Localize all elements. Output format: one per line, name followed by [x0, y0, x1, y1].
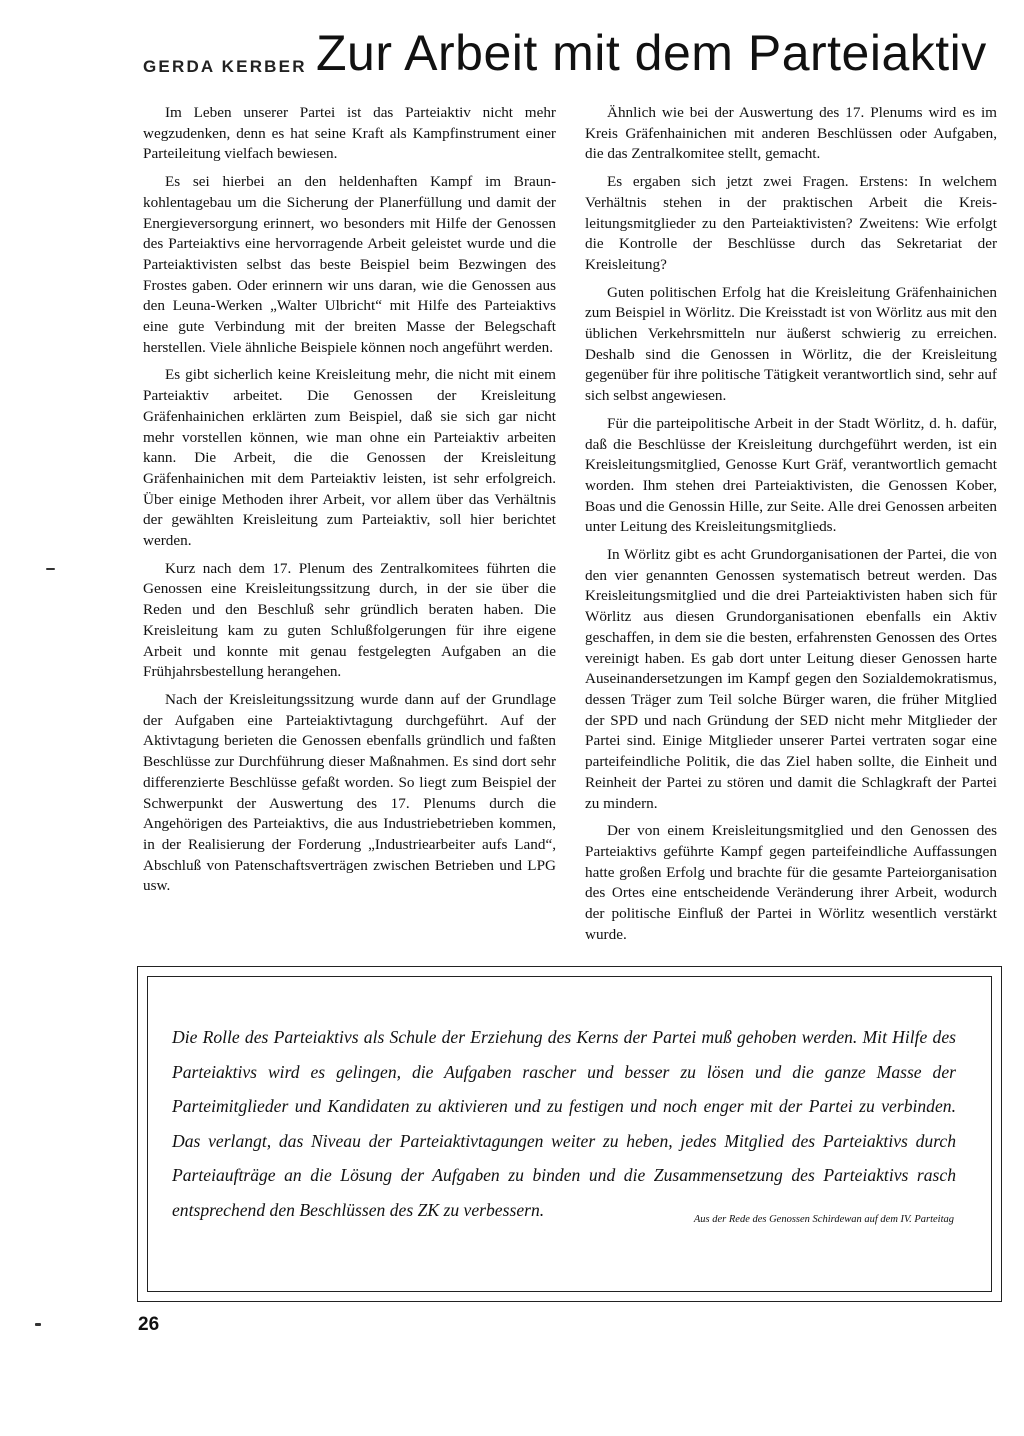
left-column	[143, 103, 556, 904]
article-title: Zur Arbeit mit dem Parteiaktiv	[316, 25, 987, 81]
paragraph: Ähnlich wie bei der Auswertung des 17. Plenums wird es im Kreis Gräfenhainichen mit anderen Beschlüssen oder Aufgaben, die das Zentralkomitee stellt, gemacht.	[585, 104, 997, 163]
paragraph: Der von einem Kreisleitungsmitglied und den Genossen des Parteiaktivs geführte Kampf gegen parteifeindliche Auffassungen hatte großen Erfolg und brachte für die gesamte Parteiorganisation des Ortes eine entscheidende Veränderung ihrer Arbeit, wodurch der politische Einfluß der Partei in Wörlitz wesentlich verstärkt wurde.	[585, 822, 997, 943]
quote-source: Aus der Rede des Genossen Schirdewan auf dem IV. Parteitag	[693, 1214, 954, 1225]
paragraph: Es sei hierbei an den heldenhaften Kampf im Braunkohlentagebau um die Sicherung der Planerfüllung und damit der Energieversorgung erinnert, wo besonders mit Hilfe der Genossen des Parteiaktivs eine hervorragende Arbeit geleistet wurde und die Parteiaktivisten selbst das beste Beispiel beim Bezwingen des Frostes gaben. Oder erinnern wir uns daran, wie die Genossen aus den Leuna-Werken „Walter Ulbricht“ mit Hilfe des Parteiaktivs eine gute Verbindung mit der breiten Masse der Belegschaft herstellen. Viele ähnliche Beispiele können noch angeführt werden.	[143, 173, 556, 356]
paragraph: Für die parteipolitische Arbeit in der Stadt Wörlitz, d. h. dafür, daß die Beschlüsse der Kreisleitung durchgeführt werden, ist ein Kreisleitungsmitglied, Genosse Kurt Gräf, verantwortlich gemacht worden. Ihm stehen drei Parteiaktivisten, die Genossen Kober, Boas und die Genossin Hille, zur Seite. Alle drei Genossen arbeiten unter Leitung des Kreisleitungsmitglieds.	[585, 414, 997, 536]
article-author: GERDA KERBER	[143, 57, 307, 76]
paragraph: Im Leben unserer Partei ist das Parteiaktiv nicht mehr wegzudenken, denn es hat seine Kraft als Kampfinstrument einer Parteileitung vielfach bewiesen.	[143, 104, 556, 163]
quote-text: Die Rolle des Parteiaktivs als Schule der Erziehung des Kerns der Partei muß gehoben werden. Mit Hilfe des Parteiaktivs wird es gelingen, die Aufgaben rascher und besser zu lösen und die ganze Masse der Parteimitglieder und Kandidaten zu aktivieren und zu festigen und noch enger mit der Partei zu verbinden. Das verlangt, das Niveau der Parteiaktivtagungen weiter zu heben, jedes Mitglied des Parteiaktivs durch Parteiaufträge an die Lösung der Aufgaben zu binden und die Zusammensetzung des Parteiaktivs rasch entsprechend den Beschlüssen des ZK zu verbessern.	[172, 1027, 956, 1220]
paragraph: Guten politischen Erfolg hat die Kreisleitung Gräfenhainichen zum Beispiel in Wörlitz. Die Kreisstadt ist von Wörlitz aus mit den üblichen Verkehrsmitteln nur äußerst schwierig zu erreichen. Deshalb sind die Genossen in Wörlitz, die der Kreisleitung gegenüber für ihre politische Tätigkeit verantwortlich sind, sehr auf sich selbst angewiesen.	[585, 283, 997, 405]
paragraph: Nach der Kreisleitungssitzung wurde dann auf der Grundlage der Aufgaben eine Parteiaktivtagung durchgeführt. Auf der Aktivtagung berieten die Genossen ebenfalls gründlich und faßten Beschlüsse zur Durchführung dieser Maßnahmen. Es sind dort sehr differenzierte Beschlüsse gefaßt worden. So liegt zum Beispiel der Schwerpunkt der Auswertung des 17. Plenums durch die Angehörigen des Parteiaktivs, die aus Industriebetrieben kommen, in der Realisierung der Forderung „Industriearbeiter aufs Land“, Abschluß von Patenschaftsverträgen zwischen Betrieben und LPG usw.	[143, 690, 556, 895]
scan-mark-margin	[46, 568, 55, 570]
scan-mark-corner	[35, 1323, 41, 1326]
paragraph: Kurz nach dem 17. Plenum des Zentralkomitees führten die Genossen eine Kreisleitungssitzung durch, in der sie über die Reden und den Beschluß sehr gründlich beraten haben. Die Kreisleitung kam zu guten Schlußfolgerungen für ihre eigene Arbeit und konnte mit genau festgelegten Aufgaben an die Frühjahrsbestellung herangehen.	[143, 559, 556, 681]
page-number: 26	[138, 1314, 160, 1335]
paragraph: Es ergaben sich jetzt zwei Fragen. Erstens: In welchem Verhältnis stehen in der praktischen Arbeit die Kreisleitungsmitglieder zu den Parteiaktivisten? Zweitens: Wie erfolgt die Kontrolle der Beschlüsse durch das Sekretariat der Kreisleitung?	[585, 173, 997, 273]
paragraph: In Wörlitz gibt es acht Grundorganisationen der Partei, die von den vier genannten Genossen systematisch betreut werden. Das Kreisleitungsmitglied und die drei Parteiaktivisten haben sich für Wörlitz aus diesen Grundorganisationen ebenfalls ein Aktiv geschaffen, in dem sie die besten, erfahrensten Genossen des Ortes vereinigt haben. Es gab dort unter Leitung dieser Genossen harte Auseinandersetzungen im Kampf gegen den Sozialdemokratismus, dessen Träger zum Teil solche Bürger waren, die früher Mitglied der SPD und nach Gründung der SED nicht mehr Mitglieder der Partei sind. Einige Mitglieder unserer Partei vertraten sogar eine parteifeindliche Politik, die das Ziel haben sollte, die Einheit und Reinheit der Partei zu stören und damit die Schlagkraft der Partei zu mindern.	[585, 546, 997, 812]
paragraph: Es gibt sicherlich keine Kreisleitung mehr, die nicht mit einem Parteiaktiv arbeitet. Die Genossen der Kreisleitung Gräfenhainichen erklärten zum Beispiel, daß sie sich gar nicht mehr vorstellen können, wie man ohne ein Parteiaktiv arbeiten kann. Die Arbeit, die die Genossen der Kreisleitung Gräfenhainichen mit dem Parteiaktiv leisten, ist sehr erfolgreich. Über einige Methoden ihrer Arbeit, vor allem über das Verhältnis der gewählten Kreisleitung zum Parteiaktiv, soll hier berichtet werden.	[143, 366, 556, 550]
right-column	[585, 103, 997, 952]
